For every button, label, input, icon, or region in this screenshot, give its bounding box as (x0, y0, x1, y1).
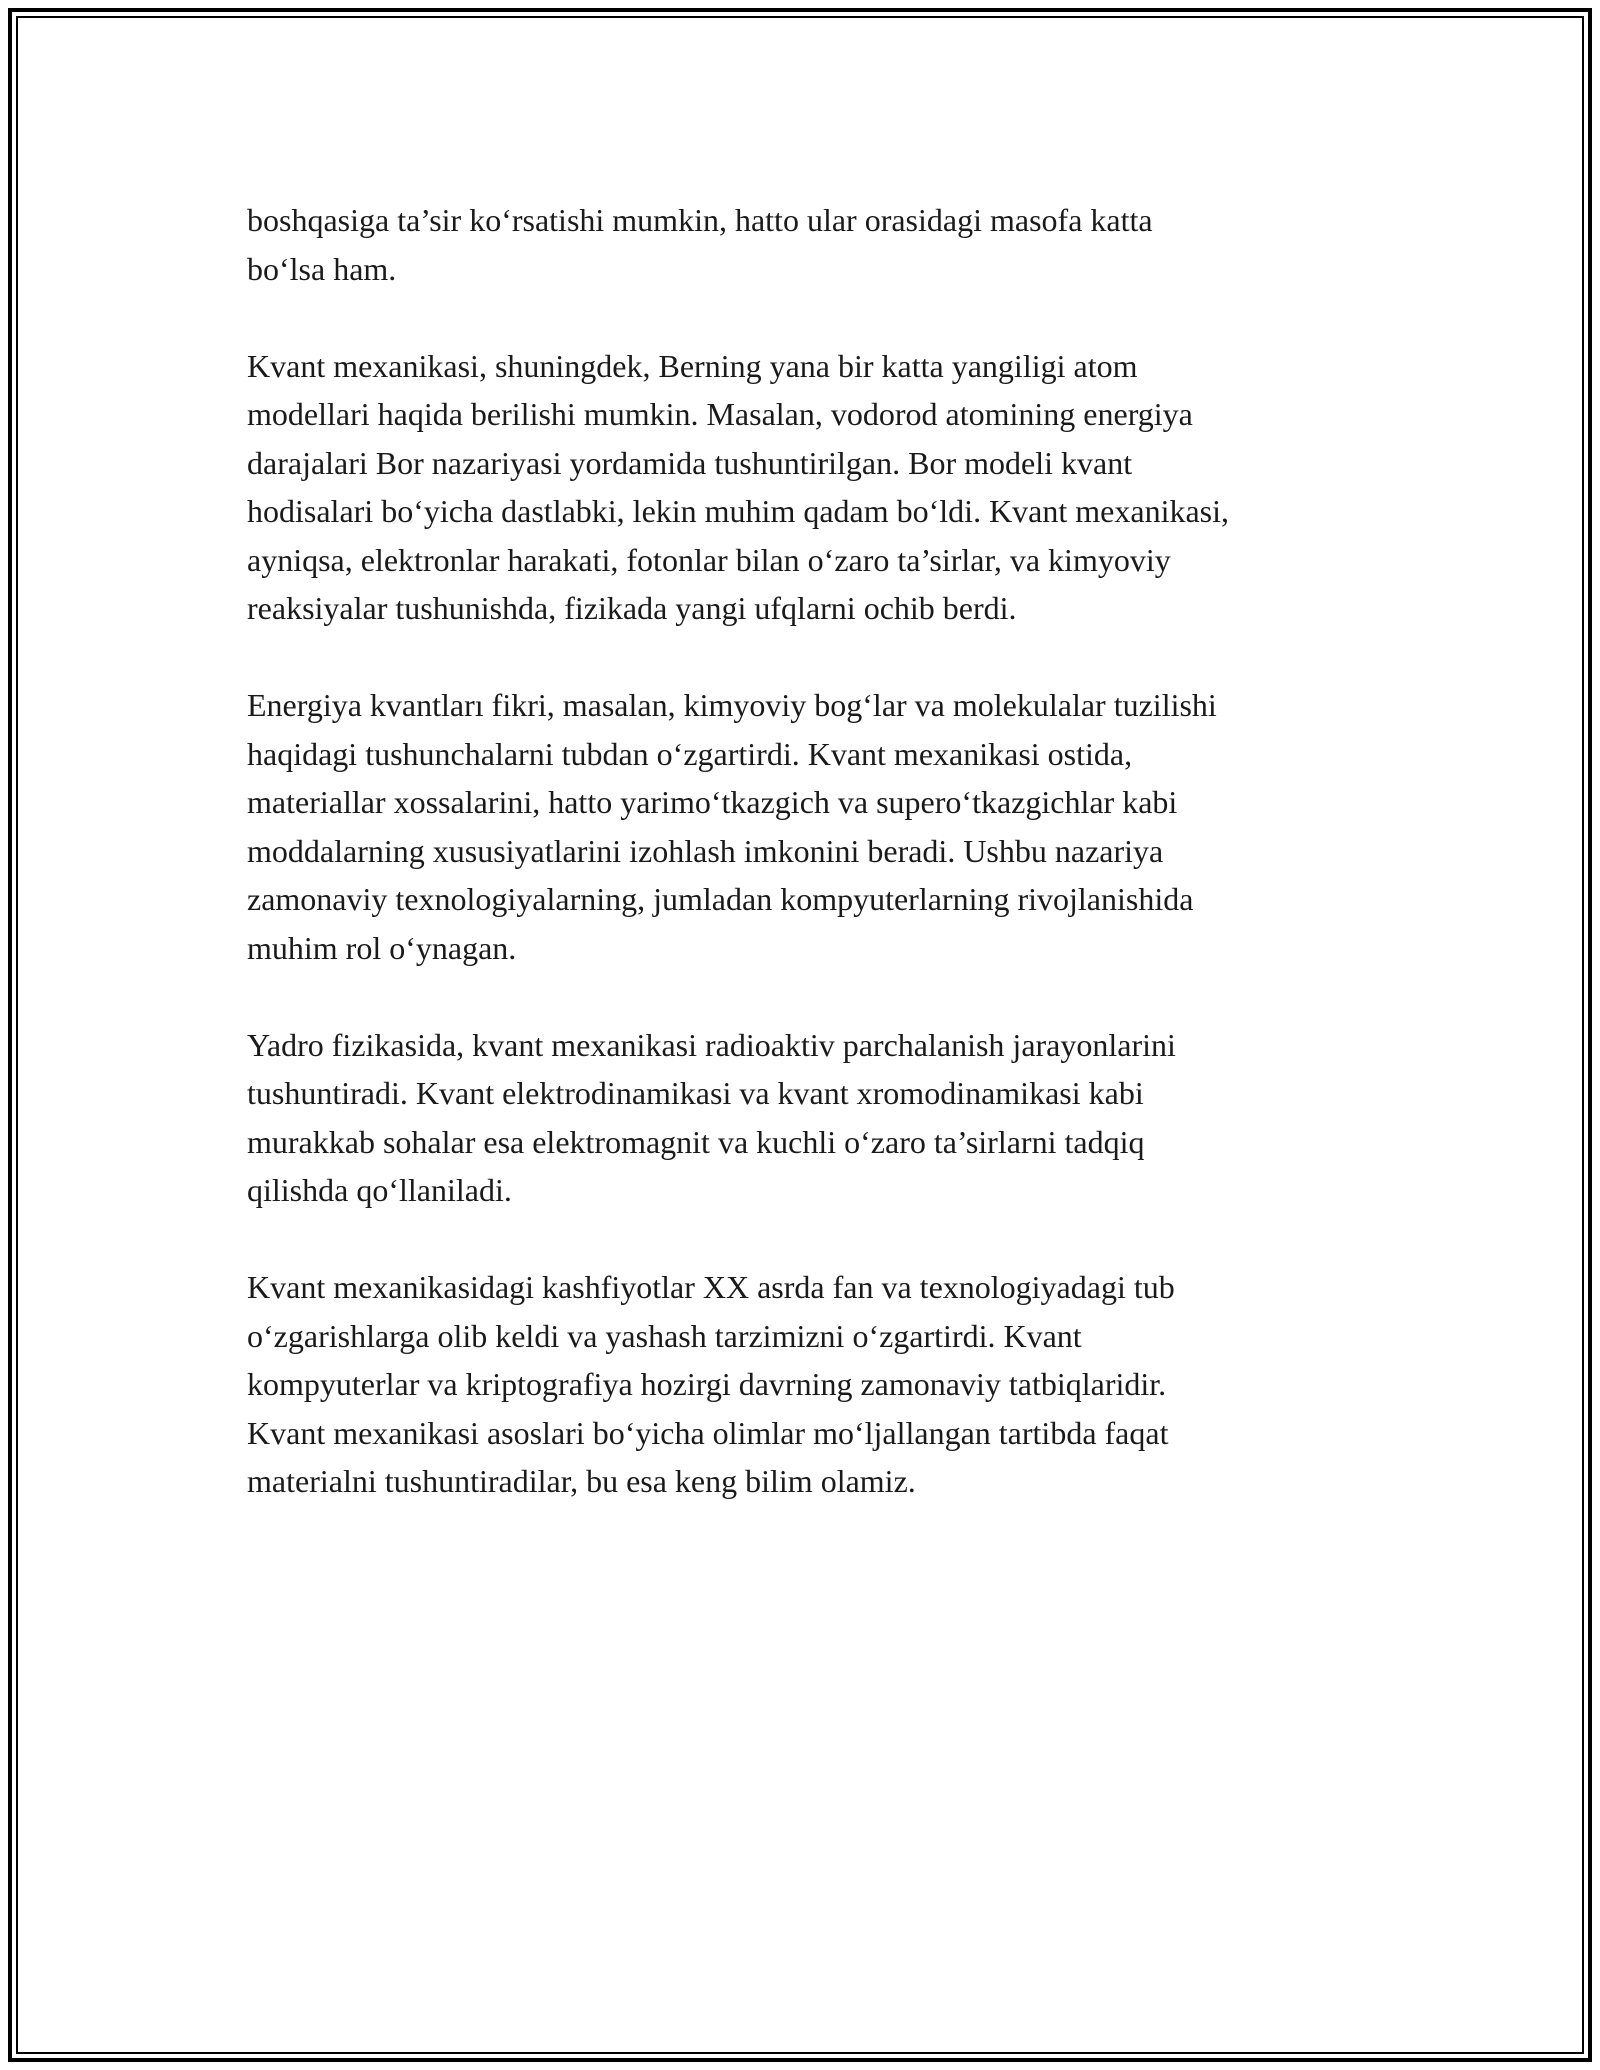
paragraph-1: boshqasiga ta’sir ko‘rsatishi mumkin, hatto ular orasidagi masofa katta bo‘lsa ham. (247, 202, 1153, 287)
document-body (247, 196, 1397, 1554)
paragraph-5: Kvant mexanikasidagi kashfiyotlar XX asrda fan va texnologiyadagi tub o‘zgarishlarga olib keldi va yashash tarzimizni o‘zgartirdi. Kvant kompyuterlar va kriptografiya hozirgi davrning zamonaviy tatbiqlaridir. Kvant mexanikasi asoslari bo‘yicha olimlar mo‘ljallangan tartibda faqat materialni tushuntiradilar, bu esa keng bilim olamiz. (247, 1269, 1175, 1499)
paragraph-3: Energiya kvantları fikri, masalan, kimyoviy bog‘lar va molekulalar tuzilishi haqidagi tushunchalarni tubdan o‘zgartirdi. Kvant mexanikasi ostida, materiallar xossalarini, hatto yarimo‘tkazgich va supero‘tkazgichlar kabi moddalarning xususiyatlarini izohlash imkonini beradi. Ushbu nazariya zamonaviy texnologiyalarning, jumladan kompyuterlarning rivojlanishida muhim rol o‘ynagan. (247, 687, 1217, 966)
paragraph-2: Kvant mexanikasi, shuningdek, Berning yana bir katta yangiligi atom modellari haqida berilishi mumkin. Masalan, vodorod atomining energiya darajalari Bor nazariyasi yordamida tushuntirilgan. Bor modeli kvant hodisalari bo‘yicha dastlabki, lekin muhim qadam bo‘ldi. Kvant mexanikasi, ayniqsa, elektronlar harakati, fotonlar bilan o‘zaro ta’sirlar, va kimyoviy reaksiyalar tushunishda, fizikada yangi ufqlarni ochib berdi. (247, 347, 1229, 626)
page-border (8, 8, 1592, 2062)
paragraph-4: Yadro fizikasida, kvant mexanikasi radioaktiv parchalanish jarayonlarini tushuntiradi. Kvant elektrodinamikasi va kvant xromodinamikasi kabi murakkab sohalar esa elektromagnit va kuchli o‘zaro ta’sirlarni tadqiq qilishda qo‘llaniladi. (247, 1026, 1176, 1208)
